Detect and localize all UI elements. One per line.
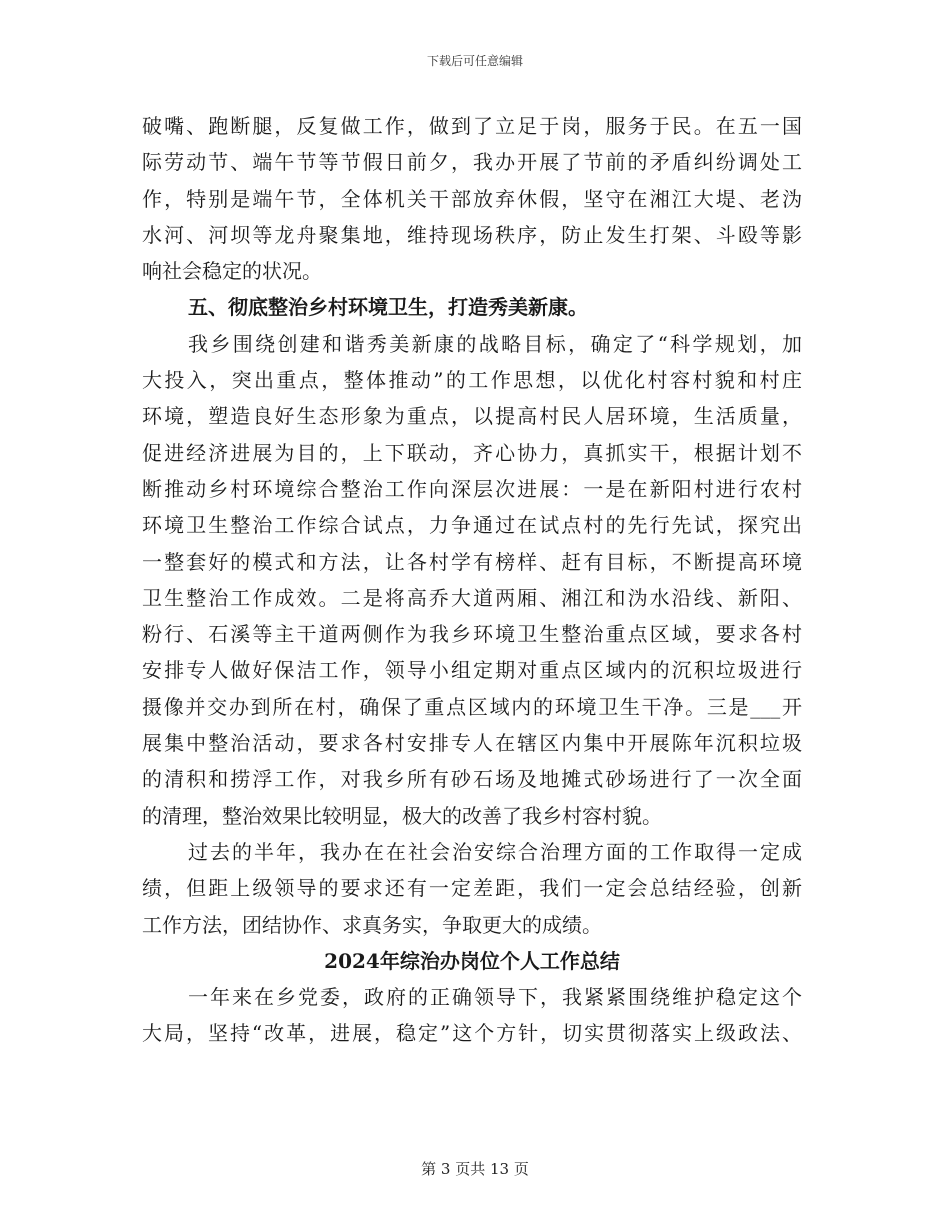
text-line: 际劳动节、端午节等节假日前夕，我办开展了节前的矛盾纠纷调处工 <box>142 150 802 175</box>
text-line: 五、彻底整治乡村环境卫生，打造秀美新康。 <box>188 295 588 320</box>
text-line: 粉行、石溪等主干道两侧作为我乡环境卫生整治重点区域，要求各村 <box>142 622 802 647</box>
text-line: 一整套好的模式和方法，让各村学有榜样、赶有目标，不断提高环境 <box>142 549 802 574</box>
page-footer: 第 3 页共 13 页 <box>421 1160 529 1178</box>
text-line: 展集中整治活动，要求各村安排专人在辖区内集中开展陈年沉积垃圾 <box>142 731 802 756</box>
text-line: 促进经济进展为目的，上下联动，齐心协力，真抓实干，根据计划不 <box>142 440 802 465</box>
text-line: 作，特别是端午节，全体机关干部放弃休假，坚守在湘江大堤、老沩 <box>142 186 802 211</box>
section-title: 2024年综治办岗位个人工作总结 <box>324 948 620 973</box>
text-line: 工作方法，团结协作、求真务实，争取更大的成绩。 <box>142 912 602 937</box>
text-line: 安排专人做好保洁工作，领导小组定期对重点区域内的沉积垃圾进行 <box>142 658 802 683</box>
text-line: 破嘴、跑断腿，反复做工作，做到了立足于岗，服务于民。在五一国 <box>142 114 802 138</box>
text-line: 环境卫生整治工作综合试点，力争通过在试点村的先行先试，探究出 <box>142 513 802 538</box>
text-line: 过去的半年，我办在在社会治安综合治理方面的工作取得一定成 <box>188 839 802 864</box>
text-line: 卫生整治工作成效。二是将高乔大道两厢、湘江和沩水沿线、新阳、 <box>142 585 802 610</box>
text-line: 水河、河坝等龙舟聚集地，维持现场秩序，防止发生打架、斗殴等影 <box>142 222 802 247</box>
text-line: 我乡围绕创建和谐秀美新康的战略目标，确定了“科学规划，加 <box>188 331 802 356</box>
text-line: 一年来在乡党委，政府的正确领导下，我紧紧围绕维护稳定这个 <box>188 985 802 1010</box>
text-line: 大局，坚持“改革，进展，稳定”这个方针，切实贯彻落实上级政法、 <box>142 1021 802 1046</box>
text-line: 响社会稳定的状况。 <box>142 259 322 284</box>
page-header: 下载后可任意编辑 <box>426 54 523 68</box>
text-line: 摄像并交办到所在村，确保了重点区域内的环境卫生干净。三是___开 <box>142 694 802 719</box>
text-line: 大投入，突出重点，整体推动”的工作思想，以优化村容村貌和村庄 <box>142 368 802 393</box>
text-line: 的清积和捞浮工作，对我乡所有砂石场及地摊式砂场进行了一次全面 <box>142 767 802 792</box>
text-line: 的清理，整治效果比较明显，极大的改善了我乡村容村貌。 <box>142 803 662 828</box>
text-line: 环境，塑造良好生态形象为重点，以提高村民人居环境，生活质量， <box>142 404 802 429</box>
text-line: 断推动乡村环境综合整治工作向深层次进展：一是在新阳村进行农村 <box>142 476 802 501</box>
document-body <box>142 108 802 1052</box>
text-line: 绩，但距上级领导的要求还有一定差距，我们一定会总结经验，创新 <box>142 876 802 901</box>
